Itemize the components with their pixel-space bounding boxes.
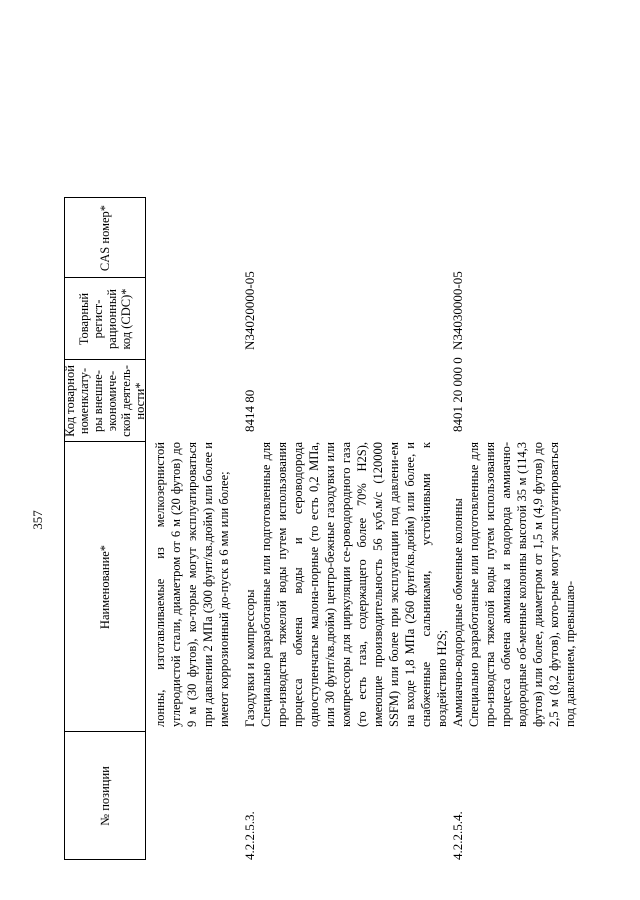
header-cas: CAS номер*: [98, 204, 112, 272]
row-name-cell: [450, 442, 578, 727]
header-cdc: Товарный регист-рационный код (CDC)*: [77, 288, 133, 350]
header-tn-ved: Код товарной номенклату-ры внешне-экономиче-ской деятель-ности*: [63, 365, 147, 437]
row-cdc-code: N34030000-05: [450, 271, 465, 350]
row-description: Специально разработанные или подготовленные для про-изводства тяжелой воды путем использования процесса обмена воды и сероводорода одноступенчатые малона-порные (то есть 0,2 МПа, или 30 фунт/кв.дюйм) центро-бежные газодувки или компрессоры для циркуляции се-роводородного газа (то есть газа, содержащего более 70% H2S), имеющие производительность 56 куб.м/с (120000 SSFM) или более при эксплуатации под давлени-ем на входе 1,8 МПа (260 фунт/кв.дюйм) или более, и снабженные сальниками, устойчивыми к воздействию H2S;: [259, 442, 449, 727]
rotated-landscape-page: [20, 30, 620, 860]
row-position: 4.2.2.5.4.: [450, 811, 465, 860]
row-tn-ved-code: 8401 20 000 0: [450, 357, 465, 432]
row-description: Специально разработанные или подготовленные для про-изводства тяжелой воды путем использования процесса обмена аммиака и водорода аммиачно-водородные об-менные колонны высотой 35 м (114,3 футов) или более, диаметром от 1,5 м (4,9 футов) до 2,5 м (8,2 футов), кото-рые могут эксплуатироваться под давлением, превышаю-: [467, 442, 577, 727]
row-title: Газодувки и компрессоры: [243, 589, 257, 727]
row-tn-ved-code: 8414 80: [242, 389, 257, 432]
header-position: № позиции: [98, 766, 112, 826]
header-name: Наименование*: [98, 544, 112, 630]
row-continuation-description: [152, 442, 232, 727]
row-name-cell: [242, 442, 450, 727]
description-text: лонны, изготавливаемые из мелкозернистой углеродистой стали, диаметром от 6 м (20 футов) до 9 м (30 футов), ко-торые могут эксплуатироваться при давлении 2 МПа (300 фунт/кв.дюйм) или более и имеют коррозионный до-пуск в 6 мм или более;: [153, 442, 231, 727]
page-number: 357: [30, 510, 45, 530]
row-cdc-code: N34020000-05: [242, 271, 257, 350]
row-position: 4.2.2.5.3.: [242, 811, 257, 860]
row-title: Аммиачно-водородные обменные колонны: [451, 498, 465, 727]
